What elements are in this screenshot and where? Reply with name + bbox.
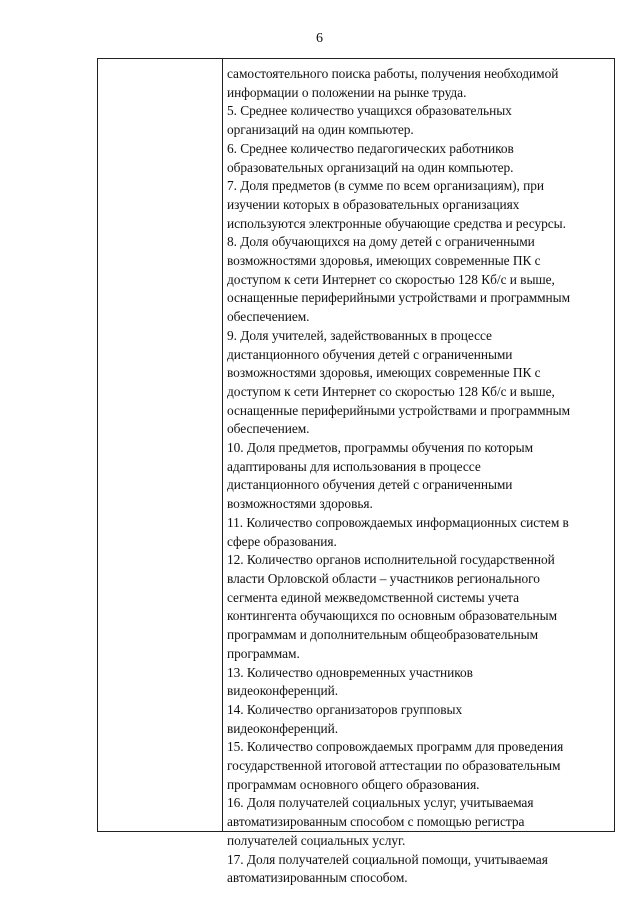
text-line: сегмента единой межведомственной системы учета (227, 589, 520, 605)
text-line: 15. Количество сопровождаемых программ для проведения (227, 739, 564, 755)
text-line: обеспечением. (227, 421, 310, 437)
text-line: возможностями здоровья. (227, 496, 373, 512)
text-line: 9. Доля учителей, задействованных в процессе (227, 327, 492, 343)
text-line: 17. Доля получателей социальной помощи, учитываемая (227, 851, 548, 867)
text-line: 11. Количество сопровождаемых информационных систем в (227, 514, 569, 530)
text-line: самостоятельного поиска работы, получения необходимой (227, 66, 559, 81)
text-line: оснащенные периферийными устройствами и программным (227, 402, 571, 418)
text-line: 7. Доля предметов (в сумме по всем организациям), при (227, 178, 544, 194)
text-line: возможностями здоровья, имеющих современные ПК с (227, 365, 541, 381)
text-line: оснащенные периферийными устройствами и программным (227, 290, 571, 306)
text-line: 5. Среднее количество учащихся образовательных (227, 103, 512, 119)
text-line: информации о положении на рынке труда. (227, 84, 467, 100)
text-line: возможностями здоровья, имеющих современные ПК с (227, 253, 541, 269)
text-line: программам и дополнительным общеобразовательным (227, 627, 539, 643)
text-line: 14. Количество организаторов групповых (227, 701, 463, 717)
indicator-list (227, 65, 613, 888)
text-line: дистанционного обучения детей с ограниченными (227, 346, 513, 362)
text-line: обеспечением. (227, 309, 310, 325)
text-line: контингента обучающихся по основным образовательным (227, 608, 558, 624)
text-line: 16. Доля получателей социальных услуг, учитываемая (227, 795, 534, 811)
text-line: 8. Доля обучающихся на дому детей с ограниченными (227, 234, 535, 250)
text-line: власти Орловской области – участников регионального (227, 570, 540, 586)
text-line: доступом к сети Интернет со скоростью 128 Кб/с и выше, (227, 383, 555, 399)
text-line: программам основного общего образования. (227, 776, 480, 792)
table-column-divider (222, 59, 223, 831)
text-line: 10. Доля предметов, программы обучения по которым (227, 440, 534, 456)
document-table (97, 58, 615, 886)
text-line: видеоконференций. (227, 683, 339, 699)
table-right-cell (227, 65, 613, 888)
text-line: образовательных организаций на один компьютер. (227, 159, 514, 175)
table-left-cell (98, 59, 222, 831)
text-line: организаций на один компьютер. (227, 122, 414, 138)
text-line: автоматизированным способом. (227, 870, 408, 886)
text-line: 12. Количество органов исполнительной государственной (227, 552, 555, 568)
text-line: доступом к сети Интернет со скоростью 128 Кб/с и выше, (227, 271, 555, 287)
text-line: 6. Среднее количество педагогических работников (227, 140, 514, 156)
text-line: 13. Количество одновременных участников (227, 664, 473, 680)
text-line: сфере образования. (227, 533, 337, 549)
text-line: получателей социальных услуг. (227, 832, 406, 848)
text-line: государственной итоговой аттестации по образовательным (227, 758, 561, 774)
text-line: дистанционного обучения детей с ограниченными (227, 477, 513, 493)
text-line: изучении которых в образовательных организациях (227, 196, 520, 212)
text-line: используются электронные обучающие средства и ресурсы. (227, 215, 566, 231)
text-line: автоматизированным способом с помощью регистра (227, 814, 525, 830)
text-line: адаптированы для использования в процессе (227, 458, 481, 474)
text-line: видеоконференций. (227, 720, 339, 736)
page-number: 6 (316, 31, 323, 46)
text-line: программам. (227, 645, 300, 661)
